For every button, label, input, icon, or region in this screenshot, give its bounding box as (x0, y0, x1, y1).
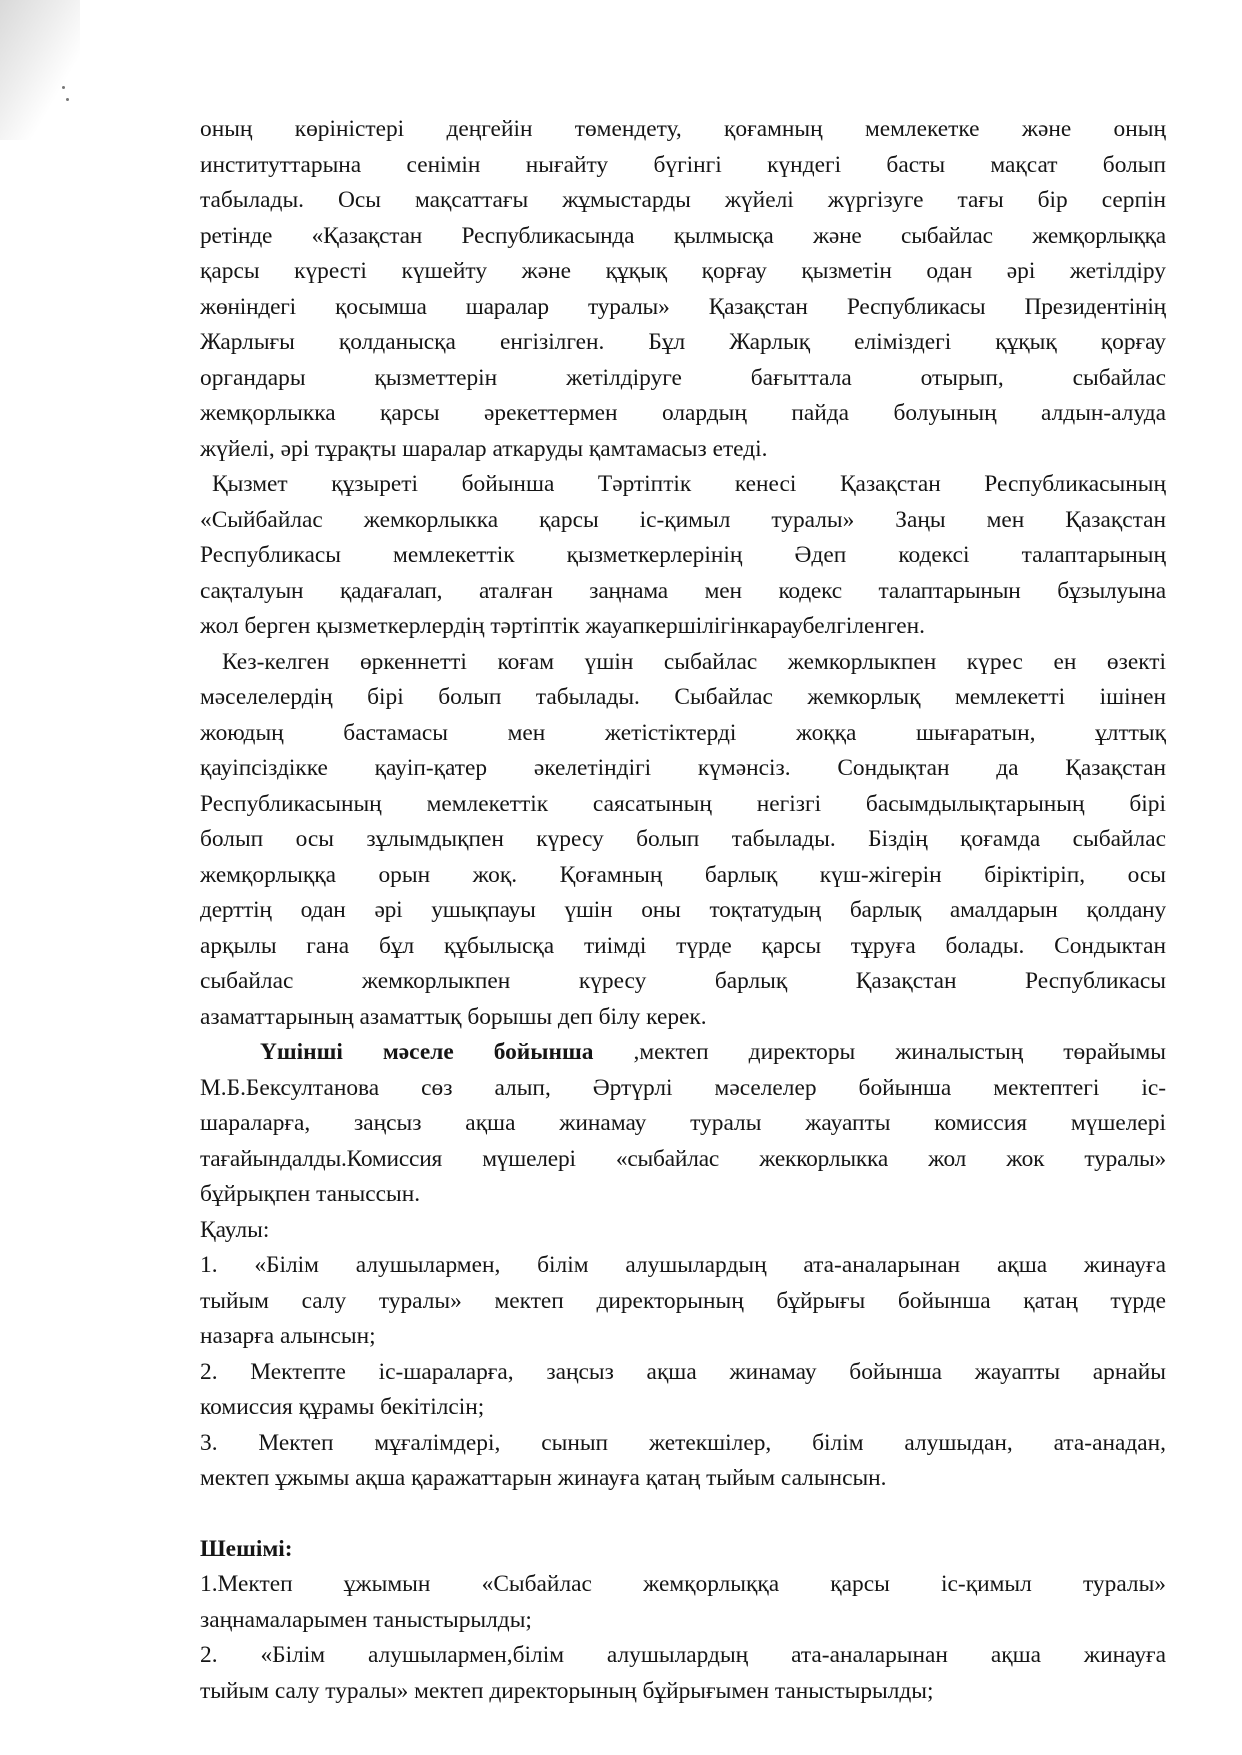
document-page (200, 112, 1166, 1709)
decision-heading: Шешімі: (200, 1535, 293, 1562)
text-line: ретінде «Қазақстан Республикасында қылмысқа және сыбайлас жемқорлыққа (200, 222, 1166, 249)
scan-speck (66, 98, 69, 101)
text-line: табылады. Осы мақсаттағы жұмыстарды жүйелі жүргізуге тағы бір серпін (200, 187, 1166, 213)
text-line: жол берген қызметкерлердің тәртіптік жауапкершілігінкараубелгіленген. (200, 613, 925, 639)
text-line: жоюдың бастамасы мен жетістіктерді жоққа шығаратын, ұлттық (200, 719, 1166, 746)
text-line: М.Б.Бексултанова сөз алып, Әртүрлі мәселелер бойынша мектептегі іс- (200, 1074, 1166, 1101)
text-line: институттарына сенімін нығайту бүгінгі күндегі басты мақсат болып (200, 151, 1166, 178)
third-question-label: Үшінші мәселе бойынша (260, 1039, 594, 1065)
paragraph-third-question (200, 1035, 1166, 1213)
decision-item-1: 1.Мектеп ұжымын «Сыбайлас жемқорлыққа қарсы іс-қимыл туралы» (200, 1571, 1166, 1597)
resolution-heading: Қаулы: (200, 1216, 270, 1243)
text-line: Кез-келген өркеннетті коғам үшін сыбайлас жемкорлыкпен күрес ен өзекті (222, 648, 1166, 675)
text-line: қарсы күресті күшейту және құқық қорғау қызметін одан әрі жетілдіру (200, 258, 1166, 284)
decision-item-2-cont: тыйым салу туралы» мектеп директорының бұйрығымен таныстырылды; (200, 1677, 934, 1704)
text-line: Республикасы мемлекеттік қызметкерлерінің Әдеп кодексі талаптарының (200, 542, 1166, 568)
resolution-item-1-cont: тыйым салу туралы» мектеп директорының бұйрығы бойынша қатаң түрде (200, 1287, 1166, 1314)
resolution-section (200, 1213, 1166, 1497)
paragraph-corruption-fight (200, 645, 1166, 1036)
text-line: Жарлығы қолданысқа енгізілген. Бұл Жарлық еліміздегі құқық қорғау (200, 329, 1166, 355)
text-line: болып осы зұлымдықпен күресу болып табылады. Біздің қоғамда сыбайлас (200, 826, 1166, 852)
resolution-item-3: 3. Мектеп мұғалімдері, сынып жетекшілер, білім алушыдан, ата-анадан, (200, 1429, 1166, 1456)
section-spacer (200, 1497, 1166, 1532)
paragraph-decree (200, 112, 1166, 467)
text-line: органдары қызметтерін жетілдіруге бағыттала отырып, сыбайлас (200, 364, 1166, 391)
text-line: оның көріністері деңгейін төмендету, қоғамның мемлекетке және оның (200, 116, 1166, 142)
text-line: Қызмет құзыреті бойынша Тәртіптік кенесі Қазақстан Республикасының (212, 471, 1166, 497)
decision-section (200, 1532, 1166, 1710)
text-line: жөніндегі қосымша шаралар туралы» Қазақстан Республикасы Президентінің (200, 293, 1166, 320)
paragraph-discipline-council (200, 467, 1166, 645)
resolution-item-3-cont: мектеп ұжымы ақша қаражаттарын жинауға қатаң тыйым салынсын. (200, 1465, 887, 1491)
text-line: арқылы гана бұл құбылысқа тиімді түрде қарсы тұруға болады. Сондыктан (200, 932, 1166, 959)
resolution-item-2: 2. Мектепте іс-шараларға, заңсыз ақша жинамау бойынша жауапты арнайы (200, 1358, 1166, 1385)
text-line: «Сыйбайлас жемкорлыкка қарсы іс-қимыл туралы» Заңы мен Қазақстан (200, 506, 1166, 533)
text-line: дерттің одан әрі ушықпауы үшін оны тоқтатудың барлық амалдарын қолдану (200, 897, 1166, 923)
resolution-item-1-cont: назарға алынсын; (200, 1323, 376, 1349)
decision-item-2: 2. «Білім алушылармен,білім алушылардың ата-аналарынан ақша жинауға (200, 1642, 1166, 1668)
resolution-item-2-cont: комиссия құрамы бекітілсін; (200, 1394, 485, 1420)
text-line: жемқорлыкка қарсы әрекеттермен олардың пайда болуының алдын-алуда (200, 400, 1166, 426)
decision-item-1-cont: заңнамаларымен таныстырылды; (200, 1606, 532, 1633)
text-line: Республикасының мемлекеттік саясатының негізгі басымдылықтарының бірі (200, 790, 1166, 817)
text-line: азаматтарының азаматтық борышы деп білу керек. (200, 1003, 707, 1030)
text-line: шараларға, заңсыз ақша жинамау туралы жауапты комиссия мүшелері (200, 1110, 1166, 1136)
text-line: тағайындалды.Комиссия мүшелері «сыбайлас жеккорлыкка жол жок туралы» (200, 1145, 1166, 1172)
text-line: мәселелердің бірі болып табылады. Сыбайлас жемкорлық мемлекетті ішінен (200, 684, 1166, 710)
text-line: сақталуын қадағалап, аталған заңнама мен кодекс талаптарынын бұзылуына (200, 577, 1166, 604)
third-question-text: ,мектеп директоры жиналыстың төрайымы (593, 1039, 1166, 1065)
scan-shadow-corner (0, 0, 80, 140)
text-line: қауіпсіздікке қауіп-қатер әкелетіндігі күмәнсіз. Сондықтан да Қазақстан (200, 755, 1166, 781)
text-line (200, 1035, 1166, 1071)
text-line: сыбайлас жемкорлыкпен күресу барлық Қазақстан Республикасы (200, 968, 1166, 994)
text-line: жемқорлыққа орын жоқ. Қоғамның барлық күш-жігерін біріктіріп, осы (200, 861, 1166, 888)
scan-speck (62, 86, 65, 89)
resolution-item-1: 1. «Білім алушылармен, білім алушылардың ата-аналарынан ақша жинауға (200, 1252, 1166, 1278)
text-line: бұйрықпен таныссын. (200, 1181, 421, 1207)
text-line: жүйелі, әрі тұрақты шаралар аткаруды қамтамасыз етеді. (200, 435, 768, 462)
